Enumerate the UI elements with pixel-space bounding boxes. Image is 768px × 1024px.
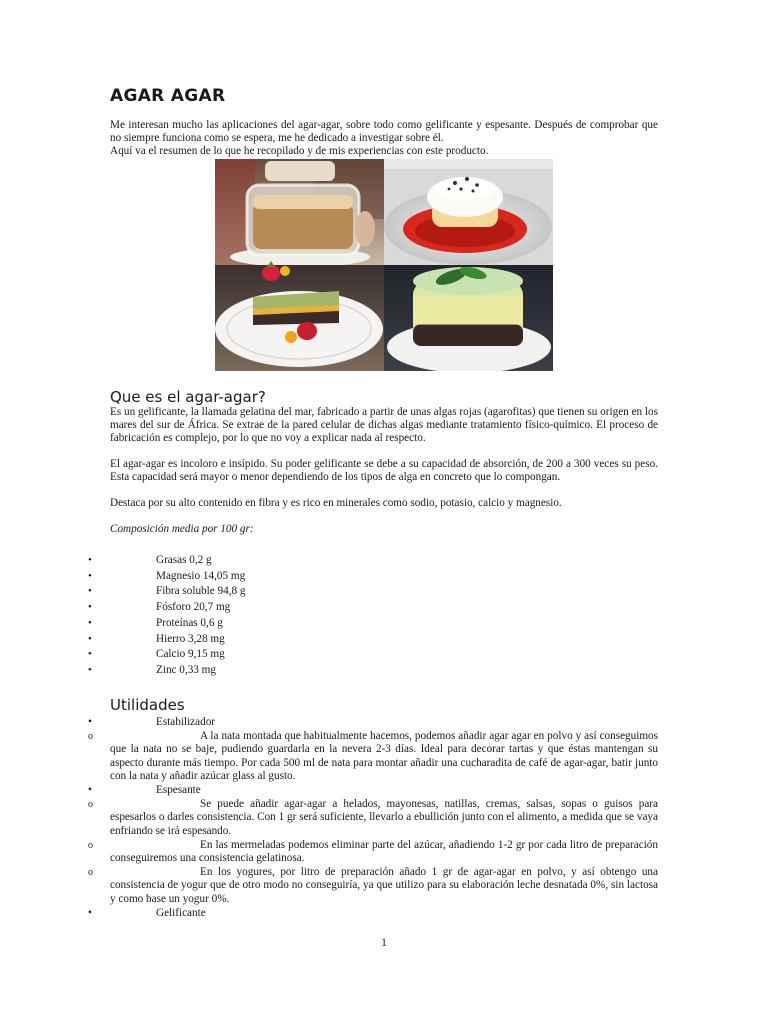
list-item-gelificante: • Gelificante xyxy=(88,906,206,919)
section-heading-que-es: Que es el agar-agar? xyxy=(110,388,266,406)
list-item: • Zinc 0,33 mg xyxy=(88,663,658,679)
photo-mint-mousse xyxy=(384,265,553,371)
dessert-photo-collage xyxy=(215,159,553,371)
list-item: • Calcio 9,15 mg xyxy=(88,647,658,663)
paragraph-definition: Es un gelificante, la llamada gelatina del mar, fabricado a partir de unas algas rojas (agarofitas) que tienen su origen en los mares del sur de África. Se extrae de la pared celular de dichas algas mediante tratamiento físico-químico. El proceso de fabricación es complejo, por lo que no voy a explicar nada al respecto. xyxy=(110,406,658,445)
intro-line-1: Me interesan mucho las aplicaciones del agar-agar, sobre todo como gelificante y espesante. Después de comprobar que no siempre funciona como se espera, me he dedicado a investigar sobre él. xyxy=(110,119,658,145)
sub-marker: o xyxy=(88,799,93,811)
list-item: • Proteínas 0,6 g xyxy=(88,616,658,632)
photo-jar-dessert xyxy=(215,159,384,267)
page-number: 1 xyxy=(381,937,387,949)
sub-marker: o xyxy=(88,839,93,851)
composition-list xyxy=(88,553,658,679)
list-item-espesante: • Espesante xyxy=(88,784,201,797)
photo-cream-cake xyxy=(384,159,553,265)
list-item: • Fósforo 20,7 mg xyxy=(88,600,658,616)
list-item: • Grasas 0,2 g xyxy=(88,553,658,569)
photo-green-cake-slice xyxy=(215,261,384,371)
list-item-estabilizador: • Estabilizador xyxy=(88,716,216,728)
sub-item-mermeladas: o En las mermeladas podemos eliminar parte del azúcar, añadiendo 1-2 gr por cada litro de preparación conseguiremos una consistencia gelatinosa. xyxy=(88,838,658,865)
section-heading-utilidades: Utilidades xyxy=(110,696,185,714)
sub-marker: o xyxy=(88,867,93,879)
sub-item-nata: o A la nata montada que habitualmente hacemos, podemos añadir agar agar en polvo y así conseguimos que la nata no se baje, pudiendo guardarla en la nevera 2-3 días. Ideal para decorar tartas y que éstas mantengan su aspecto durante más tiempo. Por cada 500 ml de nata para montar añadir una cucharadita de café de agar-agar, batir junto con la nata y añadir azúcar glass al gusto. xyxy=(88,730,658,782)
sub-item-yogures: o En los yogures, por litro de preparación añado 1 gr de agar-agar en polvo, y así obtengo una consistencia de yogur que de otro modo no conseguiría, ya que utilizo para su elaboración leche desnatada 0%, sin lactosa y como base un yogur 0%. xyxy=(88,866,658,905)
bullet-marker: • xyxy=(88,716,92,728)
sub-item-helados: o Se puede añadir agar-agar a helados, mayonesas, natillas, cremas, salsas, sopas o guisos para espesarlos o darles consistencia. Con 1 gr será suficiente, llevarlo a ebullición junto con el alimento, a medida que se vaya enfriando se irá espesando. xyxy=(88,798,658,837)
paragraph-properties: El agar-agar es incoloro e insípido. Su poder gelificante se debe a su capacidad de absorción, de 200 a 300 veces su peso. Esta capacidad será mayor o menor dependiendo de los tipos de alga en concreto que lo compongan. xyxy=(110,458,658,484)
list-item: • Hierro 3,28 mg xyxy=(88,632,658,648)
bullet-marker: • xyxy=(88,784,92,797)
intro-paragraph xyxy=(110,119,658,158)
paragraph-minerals: Destaca por su alto contenido en fibra y es rico en minerales como sodio, potasio, calcio y magnesio. xyxy=(110,497,562,510)
composition-title: Composición media por 100 gr: xyxy=(110,522,254,535)
utilidades-list xyxy=(88,716,658,920)
intro-line-2: Aquí va el resumen de lo que he recopilado y de mis experiencias con este producto. xyxy=(110,145,489,158)
document-title: AGAR AGAR xyxy=(110,86,226,106)
dessert-photos-image xyxy=(215,159,553,371)
list-item: • Magnesio 14,05 mg xyxy=(88,569,658,585)
bullet-marker: • xyxy=(88,906,92,919)
list-item: • Fibra soluble 94,8 g xyxy=(88,584,658,600)
section-que-es-body xyxy=(110,406,658,536)
sub-marker: o xyxy=(88,731,93,743)
